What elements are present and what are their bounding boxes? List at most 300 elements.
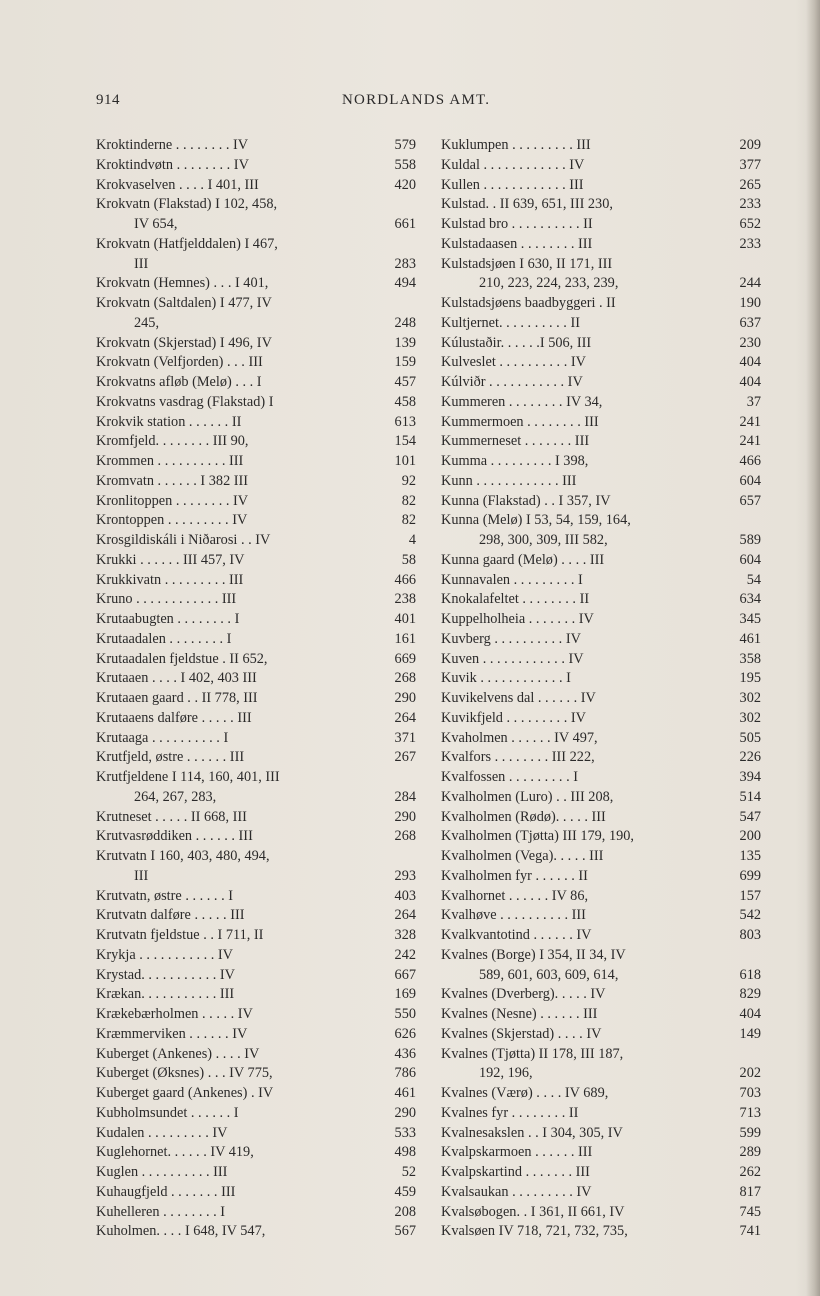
entry-page: 92 — [401, 472, 416, 489]
entry-text: Kuberget (Øksnes) . . . IV 775, — [96, 1065, 273, 1082]
entry-page: 667 — [394, 966, 416, 983]
entry-text: Krutvasrøddiken . . . . . . III — [96, 828, 253, 845]
entry-page: 669 — [394, 650, 416, 667]
entry-page: 290 — [394, 808, 416, 825]
entry-page: 284 — [394, 788, 416, 805]
index-entry — [441, 887, 761, 907]
index-entry — [96, 353, 416, 373]
entry-text: Krosgildiskáli i Niðarosi . . IV — [96, 532, 271, 548]
index-entry — [441, 669, 761, 689]
index-entry — [441, 551, 761, 571]
index-entry — [441, 511, 761, 531]
entry-page: 652 — [739, 216, 761, 232]
index-entry — [441, 1005, 761, 1025]
entry-text: 264, 267, 283, — [134, 788, 217, 805]
index-entry — [441, 452, 761, 472]
entry-page: 459 — [394, 1183, 416, 1200]
entry-page: 195 — [739, 670, 761, 687]
page-edge — [806, 0, 820, 1296]
index-entry — [441, 748, 761, 768]
entry-page: 290 — [394, 1104, 416, 1121]
entry-page: 154 — [394, 433, 416, 450]
index-entry — [441, 413, 761, 433]
entry-page: 514 — [739, 788, 761, 805]
index-column-left — [96, 136, 416, 1242]
index-entry — [441, 472, 761, 492]
index-entry — [96, 1203, 416, 1223]
entry-text: III — [134, 867, 149, 884]
index-entry — [96, 393, 416, 413]
entry-page: 202 — [739, 1065, 761, 1082]
entry-page: 268 — [394, 670, 416, 687]
page-number: 914 — [96, 92, 120, 108]
entry-page: 461 — [394, 1085, 416, 1101]
entry-text: Kvalholmen (Tjøtta) III 179, 190, — [441, 828, 634, 845]
entry-page: 786 — [394, 1065, 416, 1082]
entry-text: Krokvatn (Hatfjelddalen) I 467, — [96, 235, 278, 252]
entry-page: 101 — [394, 453, 416, 469]
entry-text: Kuvikfjeld . . . . . . . . . IV — [441, 709, 586, 726]
entry-text: Krokvatn (Flakstad) I 102, 458, — [96, 196, 278, 213]
index-entry — [96, 966, 416, 986]
entry-page: 37 — [746, 393, 761, 410]
entry-text: Kvalnes (Dverberg). . . . . IV — [441, 986, 606, 1003]
index-entry — [96, 1143, 416, 1163]
entry-page: 741 — [739, 1223, 761, 1240]
entry-page: 420 — [394, 176, 416, 193]
index-entry — [441, 808, 761, 828]
index-entry — [441, 1045, 761, 1065]
entry-page: 394 — [739, 769, 761, 785]
entry-text: Kulstadsjøens baadbyggeri . II — [441, 295, 616, 311]
entry-page: 458 — [394, 393, 416, 410]
entry-page: 358 — [739, 650, 761, 667]
entry-page: 466 — [394, 571, 416, 588]
index-entry — [96, 1183, 416, 1203]
entry-text: Kvalfors . . . . . . . . III 222, — [441, 749, 595, 766]
entry-text: Krokvik station . . . . . . II — [96, 413, 242, 430]
entry-text: Kullen . . . . . . . . . . . . III — [441, 176, 584, 193]
index-entry — [96, 1005, 416, 1025]
index-entry — [441, 531, 761, 551]
entry-text: Kulveslet . . . . . . . . . . IV — [441, 354, 586, 371]
index-entry — [96, 808, 416, 828]
entry-text: Krommen . . . . . . . . . . III — [96, 453, 244, 469]
index-entry — [441, 1143, 761, 1163]
entry-text: Kunna gaard (Melø) . . . . III — [441, 551, 605, 568]
entry-text: Kultjernet. . . . . . . . . . II — [441, 314, 580, 331]
index-entry — [96, 195, 416, 215]
entry-text: Kvalfossen . . . . . . . . . I — [441, 769, 578, 785]
entry-text: Kúlustaðir. . . . . .I 506, III — [441, 334, 592, 351]
index-column-right — [441, 136, 761, 1242]
entry-text: Kulstad bro . . . . . . . . . . II — [441, 216, 593, 232]
entry-page: 542 — [739, 907, 761, 924]
index-entry — [441, 1064, 761, 1084]
entry-page: 268 — [394, 828, 416, 845]
entry-text: Kunn . . . . . . . . . . . . III — [441, 472, 577, 489]
index-entry — [96, 689, 416, 709]
entry-text: IV 654, — [134, 216, 178, 232]
entry-text: Krokvaselven . . . . I 401, III — [96, 176, 259, 193]
index-entry — [96, 1124, 416, 1144]
entry-page: 302 — [739, 690, 761, 706]
entry-page: 208 — [394, 1203, 416, 1220]
index-entry — [441, 176, 761, 196]
index-entry — [96, 926, 416, 946]
entry-text: Krutneset . . . . . II 668, III — [96, 808, 247, 825]
entry-text: Krutvatn fjeldstue . . I 711, II — [96, 927, 264, 943]
entry-page: 264 — [394, 907, 416, 924]
index-entry — [441, 906, 761, 926]
index-entry — [96, 1104, 416, 1124]
entry-text: Kruno . . . . . . . . . . . . III — [96, 591, 237, 608]
entry-page: 159 — [394, 354, 416, 371]
index-entry — [441, 985, 761, 1005]
entry-page: 657 — [739, 492, 761, 509]
entry-text: Krokvatns vasdrag (Flakstad) I — [96, 393, 274, 410]
index-entry — [96, 413, 416, 433]
entry-page: 745 — [739, 1203, 761, 1220]
entry-text: Krutvatn dalføre . . . . . III — [96, 907, 245, 924]
entry-text: Krækan. . . . . . . . . . . III — [96, 986, 235, 1003]
index-entry — [441, 610, 761, 630]
entry-page: 238 — [394, 591, 416, 608]
entry-page: 613 — [394, 413, 416, 430]
entry-page: 404 — [739, 354, 761, 371]
entry-page: 661 — [394, 216, 416, 232]
entry-page: 226 — [739, 749, 761, 766]
entry-page: 135 — [739, 848, 761, 864]
index-entry — [96, 1045, 416, 1065]
index-entry — [96, 571, 416, 591]
index-entry — [96, 946, 416, 966]
entry-text: Krutvatn I 160, 403, 480, 494, — [96, 848, 270, 864]
index-entry — [441, 274, 761, 294]
entry-page: 328 — [394, 927, 416, 943]
index-entry — [96, 176, 416, 196]
entry-text: 245, — [134, 314, 160, 331]
index-entry — [96, 1084, 416, 1104]
index-entry — [441, 393, 761, 413]
entry-page: 533 — [394, 1124, 416, 1141]
entry-text: Kuven . . . . . . . . . . . . IV — [441, 650, 584, 667]
entry-page: 200 — [739, 828, 761, 845]
entry-text: Kvalholmen (Vega). . . . . III — [441, 848, 604, 864]
entry-text: Krokvatn (Saltdalen) I 477, IV — [96, 295, 272, 311]
entry-page: 82 — [401, 492, 416, 509]
entry-page: 161 — [394, 630, 416, 647]
entry-page: 461 — [739, 630, 761, 647]
entry-text: Kuhelleren . . . . . . . . I — [96, 1203, 226, 1220]
index-entry — [96, 748, 416, 768]
entry-page: 626 — [394, 1025, 416, 1042]
entry-page: 634 — [739, 591, 761, 608]
index-entry — [441, 1025, 761, 1045]
entry-text: 298, 300, 309, III 582, — [479, 532, 608, 548]
entry-text: Kuhaugfjeld . . . . . . . III — [96, 1183, 236, 1200]
index-entry — [441, 136, 761, 156]
entry-text: Kubholmsundet . . . . . . I — [96, 1104, 239, 1121]
entry-page: 289 — [739, 1144, 761, 1161]
entry-text: Knokalafeltet . . . . . . . . II — [441, 591, 590, 608]
index-entry — [441, 1104, 761, 1124]
entry-page: 579 — [394, 137, 416, 153]
entry-text: Krutaadalen fjeldstue . II 652, — [96, 650, 268, 667]
index-entry — [96, 709, 416, 729]
entry-page: 567 — [394, 1223, 416, 1240]
entry-page: 233 — [739, 196, 761, 213]
index-entry — [96, 630, 416, 650]
entry-page: 498 — [394, 1144, 416, 1161]
entry-text: Kvalhornet . . . . . . IV 86, — [441, 887, 589, 904]
entry-page: 401 — [394, 611, 416, 627]
entry-page: 494 — [394, 275, 416, 292]
index-entry — [441, 195, 761, 215]
entry-text: Kvalsøbogen. . I 361, II 661, IV — [441, 1203, 625, 1220]
entry-page: 149 — [739, 1025, 761, 1042]
index-entry — [96, 156, 416, 176]
entry-text: 192, 196, — [479, 1065, 533, 1082]
entry-text: Kroktindvøtn . . . . . . . . IV — [96, 156, 249, 173]
entry-text: Kvalsøen IV 718, 721, 732, 735, — [441, 1223, 628, 1240]
entry-page: 169 — [394, 986, 416, 1003]
entry-text: Kunna (Melø) I 53, 54, 159, 164, — [441, 512, 631, 529]
entry-text: Kuberget (Ankenes) . . . . IV — [96, 1045, 260, 1062]
entry-page: 209 — [739, 137, 761, 153]
entry-text: Krokvatns afløb (Melø) . . . I — [96, 374, 262, 390]
entry-page: 190 — [739, 295, 761, 311]
index-entry — [96, 373, 416, 393]
index-entry — [96, 1222, 416, 1242]
entry-page: 817 — [739, 1183, 761, 1200]
index-entry — [441, 235, 761, 255]
index-entry — [96, 669, 416, 689]
entry-page: 550 — [394, 1006, 416, 1022]
entry-text: Krutaabugten . . . . . . . . I — [96, 611, 240, 627]
index-entry — [441, 630, 761, 650]
entry-text: Kvalnes (Tjøtta) II 178, III 187, — [441, 1045, 624, 1062]
entry-text: Krontoppen . . . . . . . . . IV — [96, 512, 248, 529]
index-entry — [441, 1222, 761, 1242]
entry-text: Kuvik . . . . . . . . . . . . I — [441, 670, 571, 687]
entry-text: Kroktinderne . . . . . . . . IV — [96, 137, 249, 153]
index-entry — [96, 531, 416, 551]
entry-page: 403 — [394, 887, 416, 904]
index-entry — [441, 334, 761, 354]
entry-text: Krutfjeld, østre . . . . . . III — [96, 749, 245, 766]
entry-page: 230 — [739, 334, 761, 351]
index-entry — [96, 472, 416, 492]
index-entry — [96, 314, 416, 334]
entry-text: Krukki . . . . . . III 457, IV — [96, 551, 245, 568]
entry-text: Kromfjeld. . . . . . . . III 90, — [96, 433, 249, 450]
index-entry — [96, 294, 416, 314]
entry-page: 262 — [739, 1164, 761, 1180]
index-entry — [441, 373, 761, 393]
index-entry — [441, 729, 761, 749]
index-entry — [96, 610, 416, 630]
entry-text: Krutaaen . . . . I 402, 403 III — [96, 670, 257, 687]
index-entry — [441, 926, 761, 946]
index-entry — [441, 156, 761, 176]
entry-page: 404 — [739, 374, 761, 390]
entry-page: 558 — [394, 156, 416, 173]
entry-page: 699 — [739, 867, 761, 884]
index-entry — [96, 768, 416, 788]
index-entry — [441, 1183, 761, 1203]
index-entry — [96, 1025, 416, 1045]
index-entry — [441, 1203, 761, 1223]
entry-text: Kunna (Flakstad) . . I 357, IV — [441, 492, 611, 509]
entry-text: Kvalkvantotind . . . . . . IV — [441, 927, 592, 943]
entry-text: Krutaaens dalføre . . . . . III — [96, 709, 252, 726]
index-entry — [96, 1064, 416, 1084]
entry-text: Kvalnes (Nesne) . . . . . . III — [441, 1006, 598, 1022]
entry-text: Kulstadaasen . . . . . . . . III — [441, 235, 593, 252]
index-entry — [441, 215, 761, 235]
entry-text: Krækebærholmen . . . . . IV — [96, 1006, 253, 1022]
entry-text: 210, 223, 224, 233, 239, — [479, 275, 619, 292]
entry-text: Kræmmerviken . . . . . . IV — [96, 1025, 248, 1042]
index-entry — [441, 867, 761, 887]
entry-text: Kvalnes fyr . . . . . . . . II — [441, 1104, 579, 1121]
index-entry — [96, 274, 416, 294]
entry-page: 618 — [739, 966, 761, 983]
index-entry — [96, 788, 416, 808]
entry-text: Kvalholmen (Rødø). . . . . III — [441, 808, 606, 825]
index-entry — [96, 847, 416, 867]
index-entry — [441, 847, 761, 867]
entry-page: 54 — [746, 571, 761, 588]
entry-text: Kvaholmen . . . . . . IV 497, — [441, 729, 598, 746]
entry-page: 233 — [739, 235, 761, 252]
index-entry — [441, 689, 761, 709]
index-entry — [441, 650, 761, 670]
index-entry — [96, 650, 416, 670]
entry-text: Kvalnes (Værø) . . . . IV 689, — [441, 1085, 609, 1101]
index-entry — [441, 1124, 761, 1144]
entry-text: Kuholmen. . . . I 648, IV 547, — [96, 1223, 266, 1240]
entry-page: 829 — [739, 986, 761, 1003]
index-entry — [441, 1084, 761, 1104]
entry-page: 248 — [394, 314, 416, 331]
entry-text: Kvalnes (Borge) I 354, II 34, IV — [441, 946, 626, 963]
entry-text: Krokvatn (Hemnes) . . . I 401, — [96, 275, 269, 292]
entry-page: 803 — [739, 927, 761, 943]
index-entry — [96, 255, 416, 275]
entry-page: 371 — [394, 729, 416, 746]
entry-page: 589 — [739, 532, 761, 548]
entry-page: 604 — [739, 551, 761, 568]
index-entry — [96, 511, 416, 531]
entry-page: 290 — [394, 690, 416, 706]
index-entry — [441, 966, 761, 986]
entry-text: Kuppelholheia . . . . . . . IV — [441, 611, 594, 627]
entry-page: 267 — [394, 749, 416, 766]
index-entry — [441, 590, 761, 610]
entry-text: Kronlitoppen . . . . . . . . IV — [96, 492, 249, 509]
entry-page: 604 — [739, 472, 761, 489]
entry-page: 4 — [408, 532, 416, 548]
index-entry — [441, 353, 761, 373]
index-entry — [441, 432, 761, 452]
entry-text: Kvalsaukan . . . . . . . . . IV — [441, 1183, 592, 1200]
entry-page: 436 — [394, 1045, 416, 1062]
index-entry — [441, 709, 761, 729]
index-entry — [441, 827, 761, 847]
entry-page: 293 — [394, 867, 416, 884]
entry-text: Krykja . . . . . . . . . . . IV — [96, 946, 233, 963]
index-entry — [96, 432, 416, 452]
entry-text: Krukkivatn . . . . . . . . . III — [96, 571, 244, 588]
entry-text: Kvalpskartind . . . . . . . III — [441, 1164, 590, 1180]
index-entry — [96, 452, 416, 472]
index-entry — [96, 334, 416, 354]
entry-text: Kvalholmen fyr . . . . . . II — [441, 867, 588, 884]
entry-text: Kummermoen . . . . . . . . III — [441, 413, 599, 430]
entry-page: 466 — [739, 453, 761, 469]
index-entry — [441, 1163, 761, 1183]
entry-page: 139 — [394, 334, 416, 351]
entry-text: Kvalnesakslen . . I 304, 305, IV — [441, 1124, 623, 1141]
entry-text: Kudalen . . . . . . . . . IV — [96, 1124, 228, 1141]
index-entry — [96, 985, 416, 1005]
entry-page: 713 — [739, 1104, 761, 1121]
entry-page: 265 — [739, 176, 761, 193]
entry-page: 52 — [401, 1164, 416, 1180]
entry-page: 264 — [394, 709, 416, 726]
index-entry — [96, 551, 416, 571]
entry-page: 703 — [739, 1085, 761, 1101]
index-entry — [96, 729, 416, 749]
entry-text: Krystad. . . . . . . . . . . IV — [96, 966, 235, 983]
entry-page: 547 — [739, 808, 761, 825]
entry-text: Kuldal . . . . . . . . . . . . IV — [441, 156, 585, 173]
entry-text: Krutvatn, østre . . . . . . I — [96, 887, 233, 904]
entry-page: 241 — [739, 433, 761, 450]
entry-text: Krutaadalen . . . . . . . . I — [96, 630, 232, 647]
index-entry — [441, 314, 761, 334]
entry-page: 82 — [401, 512, 416, 529]
entry-text: III — [134, 255, 149, 272]
index-entry — [96, 590, 416, 610]
entry-text: Kummeren . . . . . . . . IV 34, — [441, 393, 603, 410]
entry-text: Kumma . . . . . . . . . I 398, — [441, 453, 589, 469]
entry-text: Kuberget gaard (Ankenes) . IV — [96, 1085, 274, 1101]
index-entry — [96, 867, 416, 887]
running-title: NORDLANDS AMT. — [342, 92, 491, 108]
entry-text: Krutfjeldene I 114, 160, 401, III — [96, 769, 280, 785]
entry-text: Kúlviðr . . . . . . . . . . . IV — [441, 374, 583, 390]
index-entry — [441, 768, 761, 788]
entry-page: 457 — [394, 374, 416, 390]
entry-page: 505 — [739, 729, 761, 746]
entry-page: 157 — [739, 887, 761, 904]
index-entry — [441, 946, 761, 966]
index-entry — [96, 136, 416, 156]
entry-text: Krokvatn (Velfjorden) . . . III — [96, 354, 263, 371]
entry-page: 283 — [394, 255, 416, 272]
index-entry — [441, 492, 761, 512]
index-entry — [441, 788, 761, 808]
entry-page: 302 — [739, 709, 761, 726]
index-entry — [96, 1163, 416, 1183]
entry-text: Krutaaga . . . . . . . . . . I — [96, 729, 229, 746]
index-entry — [441, 294, 761, 314]
index-entry — [441, 571, 761, 591]
entry-text: Kuvikelvens dal . . . . . . IV — [441, 690, 596, 706]
